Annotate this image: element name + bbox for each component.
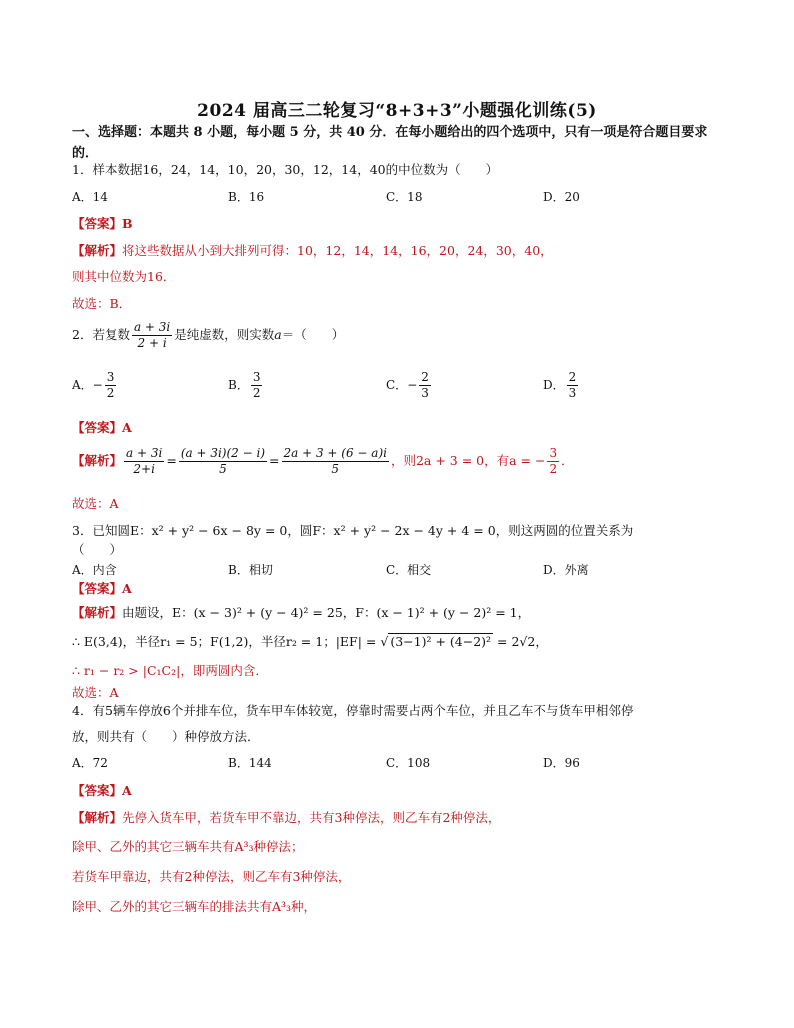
q2-option-a (72, 370, 118, 401)
fraction-denominator: 3 (421, 386, 429, 400)
q3-analysis-line2 (72, 632, 548, 650)
q1-choose: 故选：B． (72, 296, 132, 311)
q4-analysis-line2: 除甲、乙外的其它三辆车共有A³₃种停法； (72, 839, 304, 854)
answer-label: 【答案】 (72, 581, 123, 596)
q4-analysis-line3: 若货车甲靠边，共有2种停法，则乙车有3种停法， (72, 869, 351, 884)
fraction-numerator: 2 (568, 370, 577, 384)
option-label: A． (72, 378, 93, 392)
q2-answer (72, 418, 132, 436)
section-header: 一、选择题：本题共 8 小题，每小题 5 分，共 40 分．在每小题给出的四个选项中，只有一项是符合题目要求的． (72, 125, 708, 161)
option-label: C． (386, 378, 408, 392)
q3-choose: 故选：A (72, 685, 119, 700)
q3-analysis-line1: 由题设，E：(x − 3)² + (y − 4)² = 25，F：(x − 1)² + (y − 2)² = 1， (122, 605, 531, 620)
q2-choose: 故选：A (72, 496, 119, 511)
q4-analysis-line1: 先停入货车甲，若货车甲不靠边，共有3种停法，则乙车有2种停法， (122, 810, 501, 825)
sqrt-symbol: √ (380, 634, 389, 649)
fraction-denominator: 2+i (133, 462, 155, 476)
q2-analysis-frac3 (282, 446, 389, 477)
q1-analysis-line2: 则其中位数为16． (72, 269, 176, 284)
analysis-label: 【解析】 (72, 243, 123, 258)
q4-stem-line1: 4．有5辆车停放6个并排车位，货车甲车体较宽，停靠时需要占两个车位，并且乙车不与货车甲相邻停 (72, 703, 634, 718)
q3-analysis-line2a: ∴ E(3,4)，半径r₁ = 5；F(1,2)，半径r₂ = 1；|EF| = (72, 634, 381, 649)
q2-analysis-tail-frac (547, 446, 559, 477)
q3-answer-value: A (122, 581, 132, 596)
answer-label: 【答案】 (72, 420, 123, 435)
q1-answer-value: B (122, 216, 133, 231)
q2-stem (72, 320, 344, 351)
q3-analysis-line2c: = 2√2， (493, 634, 548, 649)
q3-option-b: B．相切 (228, 563, 273, 577)
q2-analysis-tail-end: ． (561, 453, 574, 468)
fraction-numerator: 2a + 3 + (6 − a)i (283, 446, 387, 460)
fraction-numerator: 3 (252, 370, 261, 384)
option-sign: − (407, 378, 418, 392)
q1-option-a: A．14 (72, 190, 108, 204)
option-fraction (105, 370, 117, 401)
q2-stem-pre: 2．若复数 (72, 327, 130, 342)
q2-answer-value: A (122, 420, 132, 435)
q2-option-b (228, 370, 264, 401)
analysis-label: 【解析】 (72, 453, 123, 468)
q4-analysis (72, 808, 500, 826)
q3-sqrt-body: (3−1)² + (4−2)² (390, 634, 492, 649)
fraction-denominator: 2 (252, 386, 261, 400)
fraction-numerator: a + 3i (133, 320, 171, 334)
option-label: D． (543, 378, 565, 392)
analysis-label: 【解析】 (72, 810, 123, 825)
q3-stem-line2: （ ） (72, 542, 123, 557)
q2-stem-fraction (132, 320, 172, 351)
fraction-numerator: 3 (549, 446, 558, 460)
fraction-denominator: 2 + i (137, 336, 167, 350)
q1-stem: 1．样本数据16，24，14，10，20，30，12，14，40的中位数为（ ） (72, 162, 499, 177)
option-fraction (567, 370, 579, 401)
q2-analysis: 【解析】 $\frac{a + 3i}{2+i}$ = $\frac{(a + 3i)(2 - i)}{5}$ = $\frac{2a + 3 + (6 - a)i}{5}$ ，则2a + 3 = 0，有a = − $\frac{3}{2}$ ． (72, 446, 574, 476)
option-label: B． (228, 378, 249, 392)
q3-analysis-line3: ∴ r₁ − r₂ > |C₁C₂|，即两圆内含． (72, 663, 268, 678)
option-fraction (419, 370, 431, 401)
q4-option-a: A．72 (72, 756, 108, 770)
q3-option-d: D．外离 (543, 563, 589, 577)
q1-answer (72, 214, 133, 232)
q4-option-d: D．96 (543, 756, 580, 770)
fraction-denominator: 2 (549, 462, 558, 476)
page-title: 2024 届高三二轮复习“8+3+3”小题强化训练(5) (197, 101, 597, 121)
q1-analysis (72, 241, 553, 259)
q4-answer (72, 781, 132, 799)
fraction-numerator: 2 (421, 370, 429, 384)
q4-option-b: B．144 (228, 756, 272, 770)
q2-analysis-frac2 (179, 446, 267, 477)
q2-analysis-tail: ，则2a + 3 = 0，有a = − (390, 453, 546, 468)
q2-option-d (543, 370, 580, 401)
q3-option-a: A．内含 (72, 563, 117, 577)
q3-answer (72, 579, 132, 597)
q1-option-c: C．18 (386, 190, 423, 204)
q3-analysis (72, 603, 530, 621)
fraction-denominator: 5 (219, 462, 227, 476)
fraction-numerator: a + 3i (126, 446, 163, 460)
fraction-numerator: 3 (106, 370, 115, 384)
q2-stem-var: a (274, 327, 282, 342)
q4-answer-value: A (122, 783, 132, 798)
q2-analysis-frac1 (124, 446, 164, 477)
option-sign: − (92, 378, 103, 392)
option-fraction (251, 370, 263, 401)
q1-option-d: D．20 (543, 190, 580, 204)
fraction-denominator: 5 (331, 462, 340, 476)
fraction-numerator: (a + 3i)(2 − i) (180, 446, 266, 460)
answer-label: 【答案】 (72, 783, 123, 798)
q1-analysis-line1: 将这些数据从小到大排列可得：10，12，14，14，16，20，24，30，40， (122, 243, 553, 258)
q1-option-b: B．16 (228, 190, 265, 204)
fraction-denominator: 2 (106, 386, 115, 400)
q2-stem-post: 是纯虚数，则实数 (174, 327, 275, 342)
q4-analysis-line4: 除甲、乙外的其它三辆车的排法共有A³₃种， (72, 899, 317, 914)
answer-label: 【答案】 (72, 216, 123, 231)
q3-stem-line1: 3．已知圆E：x² + y² − 6x − 8y = 0，圆F：x² + y² − 2x − 4y + 4 = 0，则这两圆的位置关系为 (72, 523, 634, 538)
q4-stem-line2: 放，则共有（ ）种停放方法． (72, 729, 260, 744)
q2-stem-end: ＝（ ） (281, 327, 345, 342)
q2-option-c (386, 370, 433, 401)
analysis-label: 【解析】 (72, 605, 123, 620)
q4-option-c: C．108 (386, 756, 431, 770)
q3-option-c: C．相交 (386, 563, 432, 577)
fraction-denominator: 3 (568, 386, 577, 400)
